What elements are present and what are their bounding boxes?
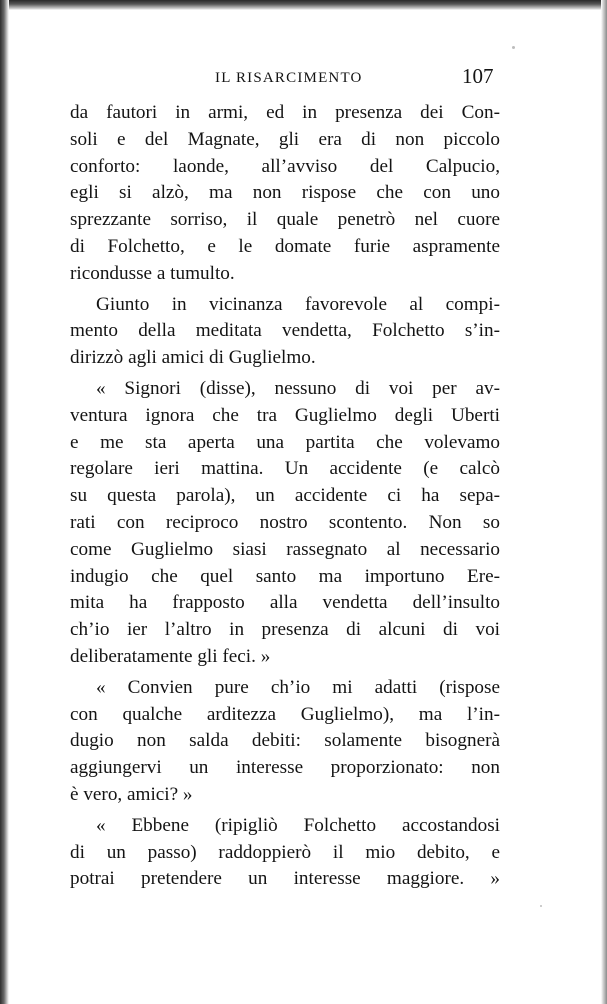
page-right-edge-shadow (601, 0, 607, 1004)
text-line: rati con reciproco nostro scontento. Non so (70, 511, 500, 533)
text-line: « Signori (disse), nessuno di voi per av- (96, 377, 500, 399)
running-head (70, 64, 500, 94)
page-top-edge-shadow (0, 0, 607, 10)
text-line: di Folchetto, e le domate furie aspramente (70, 235, 500, 257)
text-line: soli e del Magnate, gli era di non piccolo (70, 128, 500, 150)
text-line: come Guglielmo siasi rassegnato al necessario (70, 538, 500, 560)
text-line: sprezzante sorriso, il quale penetrò nel cuore (70, 209, 500, 231)
text-line: « Convien pure ch’io mi adatti (rispose (96, 676, 500, 698)
text-line: « Ebbene (ripigliò Folchetto accostandosi (96, 814, 500, 836)
text-line: mita ha frapposto alla vendetta dell’insulto (70, 592, 500, 614)
book-page (70, 64, 500, 893)
text-line: aggiungervi un interesse proporzionato: non (70, 757, 500, 779)
text-line: con qualche arditezza Guglielmo), ma l’in- (70, 703, 500, 725)
text-line: regolare ieri mattina. Un accidente (e calcò (70, 458, 500, 480)
paragraph (70, 100, 500, 288)
text-line: ventura ignora che tra Guglielmo degli Uberti (70, 404, 500, 426)
page-left-edge-shadow (0, 0, 9, 1004)
paragraph (70, 675, 500, 809)
text-line: mento della meditata vendetta, Folchetto s’in- (70, 320, 500, 342)
page-number: 107 (462, 64, 494, 88)
text-line: dugio non salda debiti: solamente bisognerà (70, 730, 500, 752)
text-line: egli si alzò, ma non rispose che con uno (70, 182, 500, 204)
paragraph (70, 292, 500, 372)
paper-speck (540, 905, 542, 907)
body-text (70, 100, 500, 893)
paragraph (70, 376, 500, 671)
text-line: dirizzò agli amici di Guglielmo. (70, 347, 316, 369)
text-line: e me sta aperta una partita che volevamo (70, 431, 500, 453)
text-line: Giunto in vicinanza favorevole al compi- (96, 293, 500, 315)
text-line: è vero, amici? » (70, 783, 193, 805)
text-line: su questa parola), un accidente ci ha sepa- (70, 485, 500, 507)
text-line: da fautori in armi, ed in presenza dei Con- (70, 102, 500, 123)
paragraph (70, 813, 500, 893)
text-line: ch’io ier l’altro in presenza di alcuni di voi (70, 619, 500, 641)
text-line: deliberatamente gli feci. » (70, 645, 271, 667)
text-line: potrai pretendere un interesse maggiore. » (70, 868, 500, 890)
text-line: ricondusse a tumulto. (70, 262, 235, 284)
text-line: conforto: laonde, all’avviso del Calpucio, (70, 155, 500, 177)
text-line: indugio che quel santo ma importuno Ere- (70, 565, 500, 587)
paper-speck (512, 46, 515, 49)
text-line: di un passo) raddoppierò il mio debito, e (70, 841, 500, 863)
running-title: IL RISARCIMENTO (215, 70, 363, 86)
